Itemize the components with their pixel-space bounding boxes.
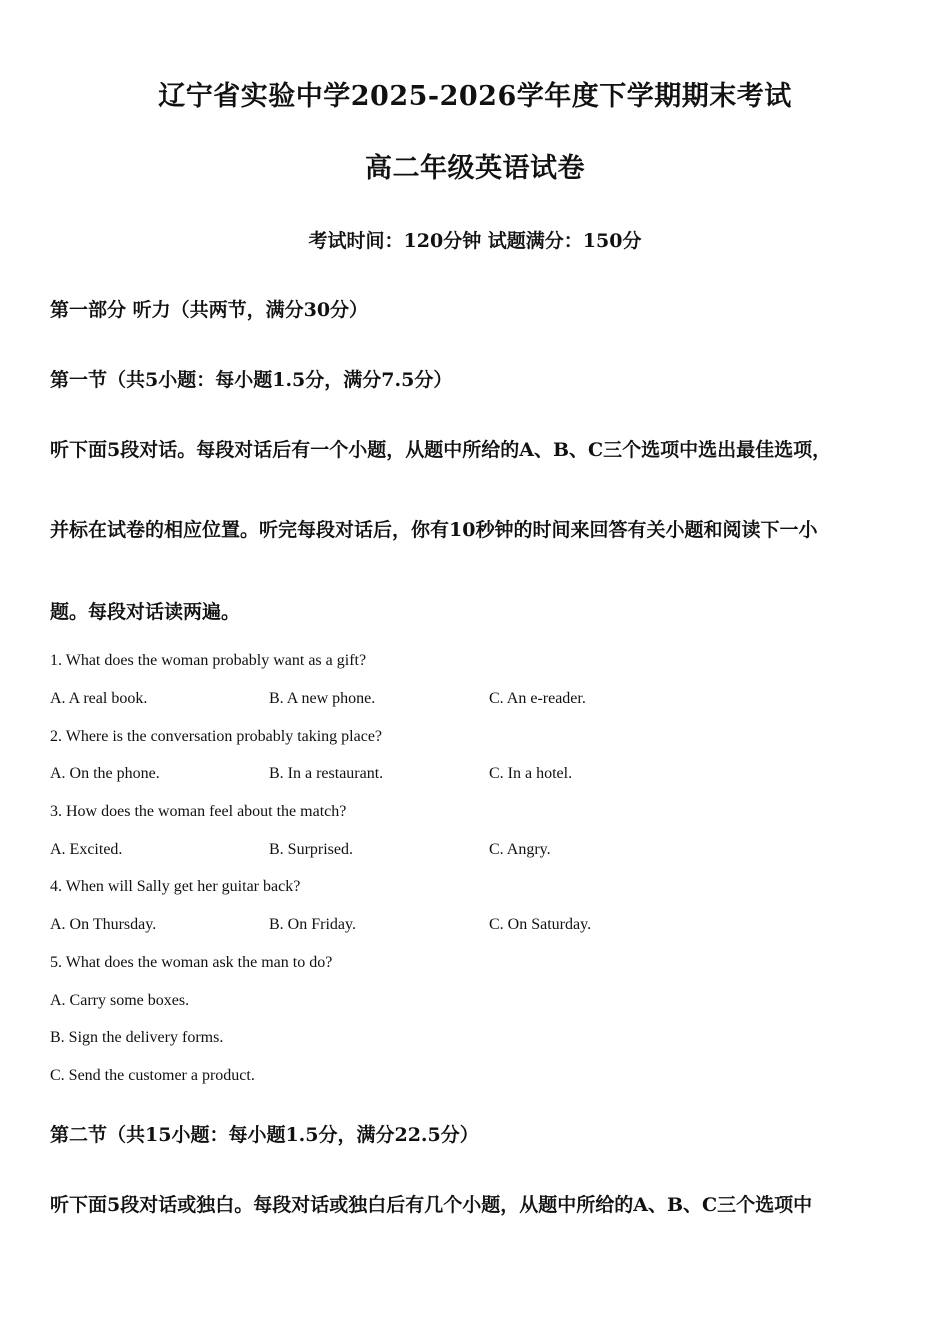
answer-option-c: C. In a hotel. bbox=[489, 765, 573, 782]
question-stem: 1. What does the woman probably want as a gift? bbox=[50, 652, 367, 669]
section-two-heading: 第二节（共15小题：每小题1.5分，满分22.5分） bbox=[50, 1124, 479, 1146]
section-one-heading: 第一节（共5小题：每小题1.5分，满分7.5分） bbox=[50, 369, 453, 391]
exam-info: 考试时间：120分钟 试题满分：150分 bbox=[308, 230, 642, 252]
answer-option-b: B. Surprised. bbox=[269, 841, 353, 858]
part-one-heading: 第一部分 听力（共两节，满分30分） bbox=[50, 299, 369, 321]
answer-option-c: C. Angry. bbox=[489, 841, 551, 858]
answer-option-c: C. An e-reader. bbox=[489, 690, 586, 707]
question-stem: 2. Where is the conversation probably taking place? bbox=[50, 728, 383, 745]
section-one-instruction-line: 听下面5段对话。每段对话后有一个小题，从题中所给的A、B、C三个选项中选出最佳选项， bbox=[50, 439, 832, 461]
answer-option-a: A. A real book. bbox=[50, 690, 148, 707]
answer-option-a: A. Carry some boxes. bbox=[50, 992, 190, 1009]
answer-option-b: B. A new phone. bbox=[269, 690, 376, 707]
answer-option-b: B. On Friday. bbox=[269, 916, 356, 933]
answer-option-a: A. On Thursday. bbox=[50, 916, 157, 933]
answer-option-c: C. Send the customer a product. bbox=[50, 1067, 255, 1084]
answer-option-a: A. Excited. bbox=[50, 841, 123, 858]
section-one-instruction-line: 题。每段对话读两遍。 bbox=[50, 601, 241, 623]
section-two-instruction-line: 听下面5段对话或独白。每段对话或独白后有几个小题，从题中所给的A、B、C三个选项中 bbox=[50, 1194, 813, 1216]
question-stem: 3. How does the woman feel about the match? bbox=[50, 803, 347, 820]
exam-title: 辽宁省实验中学2025-2026学年度下学期期末考试 bbox=[158, 81, 792, 112]
question-stem: 4. When will Sally get her guitar back? bbox=[50, 878, 301, 895]
section-one-instruction-line: 并标在试卷的相应位置。听完每段对话后，你有10秒钟的时间来回答有关小题和阅读下一小 bbox=[50, 519, 818, 541]
answer-option-a: A. On the phone. bbox=[50, 765, 160, 782]
exam-subtitle: 高二年级英语试卷 bbox=[365, 153, 585, 184]
answer-option-c: C. On Saturday. bbox=[489, 916, 592, 933]
answer-option-b: B. In a restaurant. bbox=[269, 765, 384, 782]
answer-option-b: B. Sign the delivery forms. bbox=[50, 1029, 224, 1046]
question-stem: 5. What does the woman ask the man to do? bbox=[50, 954, 333, 971]
